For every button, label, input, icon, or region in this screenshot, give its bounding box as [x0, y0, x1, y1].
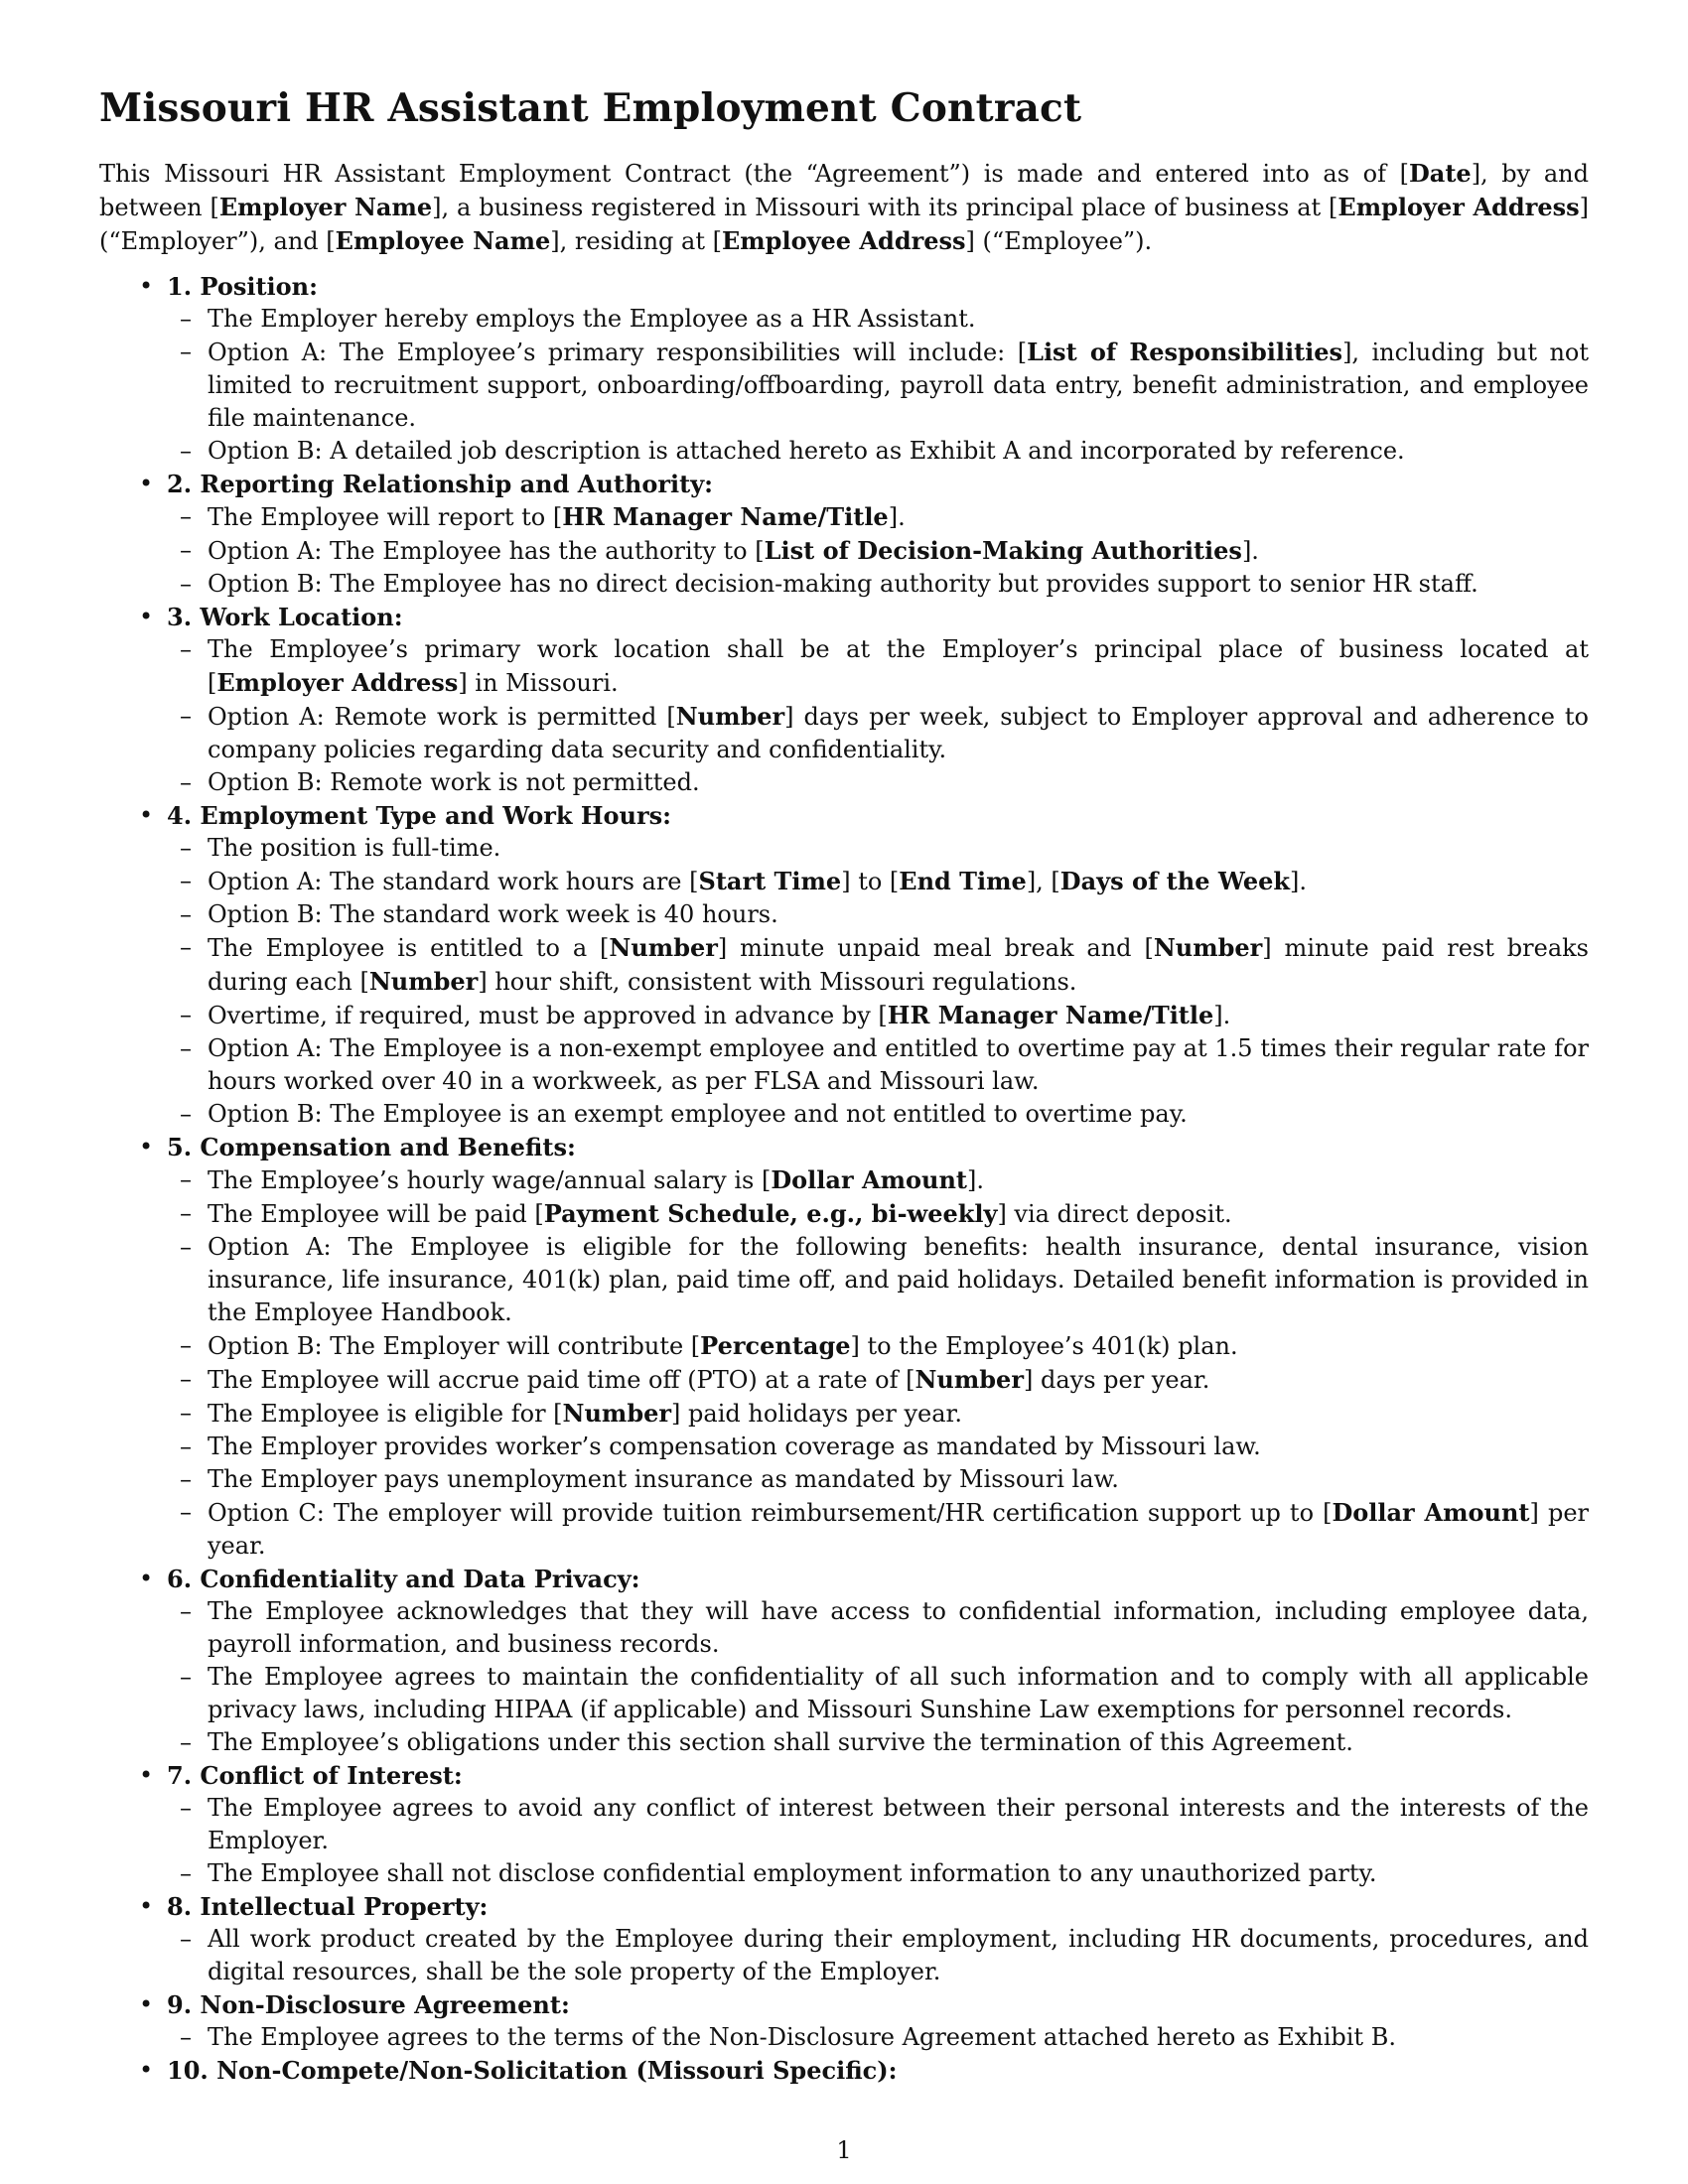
section-title: • 1. Position: [167, 272, 318, 301]
list-item [167, 1923, 1589, 1988]
placeholder-field: Days of the Week [1059, 867, 1290, 895]
list-item [167, 1397, 1589, 1431]
list-item [167, 1363, 1589, 1397]
list-item [167, 568, 1589, 601]
section-title: • 3. Work Location: [167, 603, 403, 631]
text-run: Option B: Remote work is not permitted. [208, 768, 700, 796]
text-run: ], by and between [ [99, 160, 1589, 221]
section-items [167, 2021, 1589, 2054]
text-run: Overtime, if required, must be approved in advance by [ [208, 1002, 888, 1029]
list-item [167, 303, 1589, 336]
placeholder-field: HR Manager Name/Title [887, 1001, 1214, 1029]
placeholder-field: Employee Address [721, 226, 966, 255]
list-item [167, 1857, 1589, 1890]
list-item [167, 1463, 1589, 1496]
placeholder-field: Percentage [700, 1331, 851, 1360]
document-page [99, 85, 1589, 2087]
page-title: Missouri HR Assistant Employment Contract [99, 85, 1082, 131]
text-run: The Employee is entitled to a [ [208, 934, 610, 962]
list-item [167, 435, 1589, 468]
contract-section [99, 799, 1589, 1131]
section-items [167, 832, 1589, 1131]
section-title: • 10. Non-Compete/Non-Solicitation (Missouri Specific): [167, 2056, 898, 2085]
placeholder-field: Dollar Amount [771, 1165, 967, 1194]
text-run: ] minute paid rest breaks during each [ [208, 934, 1589, 996]
intro-paragraph [99, 157, 1589, 258]
text-run: The Employee agrees to maintain the confidentiality of all such information and to comply with all applicable privacy laws, including HIPAA (if applicable) and Missouri Sunshine Law exemptions for personnel records. [208, 1663, 1589, 1723]
text-run: The Employee is eligible for [ [208, 1400, 563, 1428]
placeholder-field: Start Time [698, 867, 842, 895]
section-title: • 7. Conflict of Interest: [167, 1761, 463, 1790]
placeholder-field: Employer Address [1337, 193, 1580, 221]
list-item [167, 931, 1589, 999]
text-run: Option B: A detailed job description is attached hereto as Exhibit A and incorporated by reference. [208, 437, 1405, 465]
text-run: Option A: The standard work hours are [ [208, 868, 699, 895]
text-run: ] days per week, subject to Employer approval and adherence to company policies regarding data security and confidentiality. [208, 703, 1589, 763]
placeholder-field: Number [609, 933, 718, 962]
placeholder-field: List of Responsibilities [1027, 338, 1343, 366]
text-run: The Employee will accrue paid time off (PTO) at a rate of [ [208, 1366, 915, 1394]
text-run: Option C: The employer will provide tuition reimbursement/HR certification support up to [ [208, 1499, 1333, 1527]
placeholder-field: Number [1153, 933, 1263, 962]
list-item [167, 1231, 1589, 1329]
list-item [167, 1595, 1589, 1661]
text-run: Option A: Remote work is permitted [ [208, 703, 676, 731]
section-list [99, 270, 1589, 2087]
list-item [167, 1726, 1589, 1759]
text-run: The position is full-time. [208, 834, 501, 862]
text-run: ] paid holidays per year. [671, 1400, 962, 1428]
section-title: • 2. Reporting Relationship and Authority: [167, 470, 714, 498]
text-run: ] to [ [841, 868, 900, 895]
text-run: ] via direct deposit. [997, 1200, 1232, 1228]
placeholder-field: Employer Address [216, 668, 459, 697]
placeholder-field: Employee Name [335, 226, 551, 255]
text-run: The Employee acknowledges that they will have access to confidential information, including employee data, payroll information, and business records. [208, 1597, 1589, 1658]
placeholder-field: List of Decision-Making Authorities [764, 536, 1242, 565]
list-item [167, 1496, 1589, 1563]
text-run: ]. [1213, 1002, 1231, 1029]
contract-section [99, 1988, 1589, 2054]
list-item [167, 832, 1589, 865]
section-items [167, 633, 1589, 799]
list-item [167, 766, 1589, 799]
contract-section [99, 468, 1589, 601]
text-run: The Employer pays unemployment insurance as mandated by Missouri law. [208, 1465, 1119, 1493]
section-title: • 9. Non-Disclosure Agreement: [167, 1990, 570, 2019]
list-item [167, 1197, 1589, 1231]
list-item [167, 500, 1589, 534]
section-items [167, 1923, 1589, 1988]
text-run: ], residing at [ [550, 227, 722, 255]
text-run: ] (“Employee”). [965, 227, 1153, 255]
list-item [167, 1329, 1589, 1363]
placeholder-field: Employer Name [218, 193, 433, 221]
text-run: ] days per year. [1023, 1366, 1210, 1394]
text-run: The Employer hereby employs the Employee as a HR Assistant. [208, 305, 976, 333]
page-number: 1 [836, 2136, 852, 2164]
text-run: ], including but not limited to recruitment support, onboarding/offboarding, payroll data entry, benefit administration, and employee file maintenance. [208, 339, 1590, 432]
text-run: ] hour shift, consistent with Missouri regulations. [478, 968, 1077, 996]
list-item [167, 633, 1589, 700]
text-run: The Employee agrees to the terms of the Non-Disclosure Agreement attached hereto as Exhibit B. [208, 2023, 1396, 2051]
section-items [167, 500, 1589, 601]
text-run: ]. [1241, 537, 1259, 565]
text-run: The Employee’s hourly wage/annual salary is [ [208, 1166, 772, 1194]
list-item [167, 1792, 1589, 1857]
placeholder-field: Dollar Amount [1332, 1498, 1530, 1527]
text-run: Option A: The Employee is eligible for the following benefits: health insurance, dental insurance, vision insurance, life insurance, 401(k) plan, paid time off, and paid holidays. Detailed benefit information is provided in the Employee Handbook. [208, 1233, 1589, 1326]
text-run: The Employee’s obligations under this section shall survive the termination of this Agreement. [208, 1728, 1353, 1756]
list-item [167, 336, 1589, 435]
text-run: The Employee shall not disclose confidential employment information to any unauthorized party. [208, 1859, 1377, 1887]
placeholder-field: Number [914, 1365, 1024, 1394]
text-run: ] (“Employer”), and [ [99, 194, 1590, 255]
list-item [167, 1431, 1589, 1463]
text-run: This Missouri HR Assistant Employment Contract (the “Agreement”) is made and entered into as of [ [99, 160, 1409, 188]
contract-section [99, 1759, 1589, 1890]
placeholder-field: Number [562, 1399, 672, 1428]
section-items [167, 303, 1589, 468]
section-items [167, 1163, 1589, 1563]
text-run: Option A: The Employee’s primary responsibilities will include: [ [208, 339, 1028, 366]
text-run: Option B: The Employee is an exempt employee and not entitled to overtime pay. [208, 1100, 1188, 1128]
placeholder-field: Date [1408, 159, 1472, 188]
placeholder-field: Number [675, 702, 785, 731]
placeholder-field: End Time [899, 867, 1027, 895]
list-item [167, 1661, 1589, 1726]
text-run: ], a business registered in Missouri with its principal place of business at [ [432, 194, 1338, 221]
section-title: • 5. Compensation and Benefits: [167, 1133, 576, 1161]
contract-section [99, 1563, 1589, 1759]
text-run: The Employee will be paid [ [208, 1200, 544, 1228]
section-title: • 8. Intellectual Property: [167, 1892, 489, 1921]
text-run: ] to the Employee’s 401(k) plan. [850, 1332, 1238, 1360]
placeholder-field: HR Manager Name/Title [562, 502, 889, 531]
text-run: ]. [888, 503, 906, 531]
contract-section [99, 601, 1589, 799]
text-run: ]. [1289, 868, 1307, 895]
section-title: • 6. Confidentiality and Data Privacy: [167, 1565, 640, 1593]
contract-section [99, 1890, 1589, 1988]
list-item [167, 1098, 1589, 1131]
contract-section [99, 1131, 1589, 1563]
text-run: ] minute unpaid meal break and [ [717, 934, 1154, 962]
text-run: Option A: The Employee is a non-exempt employee and entitled to overtime pay at 1.5 times their regular rate for hours worked over 40 in a workweek, as per FLSA and Missouri law. [208, 1034, 1589, 1095]
text-run: All work product created by the Employee during their employment, including HR documents, procedures, and digital resources, shall be the sole property of the Employer. [208, 1925, 1589, 1985]
section-title: • 4. Employment Type and Work Hours: [167, 801, 671, 830]
list-item [167, 898, 1589, 931]
section-items [167, 1792, 1589, 1890]
placeholder-field: Payment Schedule, e.g., bi-weekly [543, 1199, 998, 1228]
text-run: The Employee will report to [ [208, 503, 563, 531]
text-run: Option B: The Employee has no direct decision-making authority but provides support to senior HR staff. [208, 570, 1478, 598]
placeholder-field: Number [368, 967, 479, 996]
list-item [167, 865, 1589, 898]
text-run: ]. [966, 1166, 984, 1194]
list-item [167, 534, 1589, 568]
text-run: The Employee’s primary work location shall be at the Employer’s principal place of business located at [ [208, 635, 1589, 697]
text-run: The Employee agrees to avoid any conflict of interest between their personal interests and the interests of the Employer. [208, 1794, 1589, 1854]
list-item [167, 1032, 1589, 1098]
list-item [167, 999, 1589, 1032]
text-run: Option B: The standard work week is 40 hours. [208, 900, 778, 928]
contract-section [99, 2054, 1589, 2087]
text-run: Option A: The Employee has the authority to [ [208, 537, 765, 565]
text-run: The Employer provides worker’s compensation coverage as mandated by Missouri law. [208, 1433, 1261, 1460]
list-item [167, 1163, 1589, 1197]
list-item [167, 2021, 1589, 2054]
contract-section [99, 270, 1589, 468]
text-run: ] per year. [208, 1499, 1589, 1560]
text-run: ] in Missouri. [458, 669, 619, 697]
section-items [167, 1595, 1589, 1759]
text-run: Option B: The Employer will contribute [ [208, 1332, 701, 1360]
text-run: ], [ [1026, 868, 1060, 895]
list-item [167, 700, 1589, 766]
